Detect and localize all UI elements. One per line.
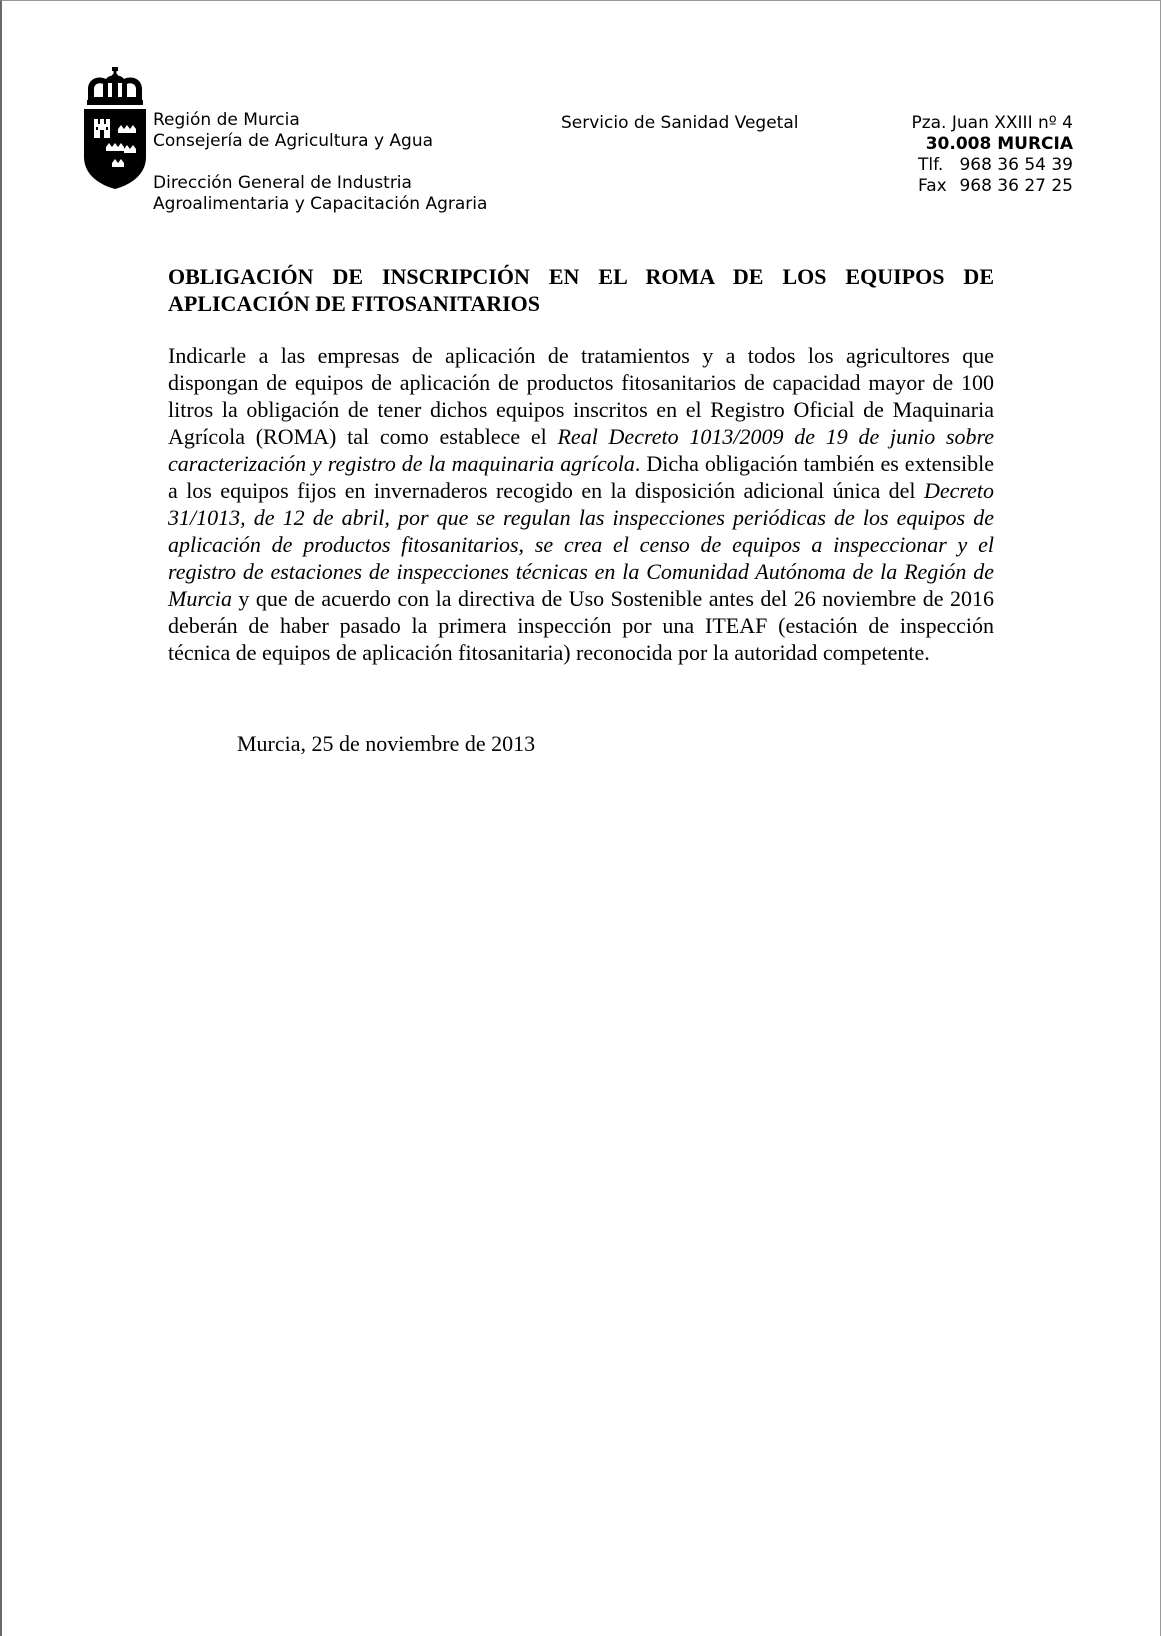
document-title: OBLIGACIÓN DE INSCRIPCIÓN EN EL ROMA DE LOS EQUIPOS DE APLICACIÓN DE FITOSANITARIOS bbox=[168, 264, 994, 316]
service-name: Servicio de Sanidad Vegetal bbox=[561, 113, 799, 133]
fax-number: 968 36 27 25 bbox=[959, 176, 1073, 196]
org-directorate-line2: Agroalimentaria y Capacitación Agraria bbox=[153, 194, 488, 214]
body-reference-decree: Decreto 31/1013, de 12 de abril, por que se regulan las inspecciones periódicas de los equipos de aplicación de productos fitosanitarios, se crea el censo de equipos a inspeccionar y el registro de estaciones de inspecciones técnicas en la Comunidad Autónoma de la Región de Murcia bbox=[168, 478, 994, 611]
phone-label: Tlf. bbox=[918, 155, 944, 175]
org-department: Consejería de Agricultura y Agua bbox=[153, 131, 434, 151]
org-spacer bbox=[153, 152, 487, 173]
body-text-part1: Indicarle a las empresas de aplicación de tratamientos y a todos los agricultores que dispongan de equipos de aplicación de productos fitosanitarios de capacidad mayor de 100 litros la obligación de tener dichos equipos inscritos en el Registro Oficial de Maquinaria Agrícola (ROMA) tal como establece el bbox=[168, 343, 994, 449]
address-fax bbox=[911, 176, 1073, 197]
body-reference-royal-decree: Real Decreto 1013/2009 de 19 de junio sobre caracterización y registro de la maquinaria agrícola bbox=[168, 424, 995, 476]
phone-number: 968 36 54 39 bbox=[959, 155, 1073, 175]
region-coat-of-arms-logo bbox=[84, 67, 146, 191]
address-phone bbox=[911, 155, 1073, 176]
address-city: 30.008 MURCIA bbox=[925, 134, 1073, 154]
org-directorate-line1: Dirección General de Industria bbox=[153, 173, 412, 193]
org-region: Región de Murcia bbox=[153, 110, 300, 130]
document-body-paragraph bbox=[168, 342, 994, 666]
address-street: Pza. Juan XXIII nº 4 bbox=[911, 113, 1073, 133]
address-block bbox=[911, 113, 1073, 197]
body-text-part3: y que de acuerdo con la directiva de Uso Sostenible antes del 26 noviembre de 2016 deberán de haber pasado la primera inspección por una ITEAF (estación de inspección técnica de equipos de aplicación fitosanitaria) reconocida por la autoridad competente. bbox=[168, 586, 994, 665]
fax-label: Fax bbox=[918, 176, 947, 196]
body-text-part2: . Dicha obligación también es extensible a los equipos fijos en invernaderos recogido en la disposición adicional única del bbox=[168, 451, 994, 503]
document-date: Murcia, 25 de noviembre de 2013 bbox=[237, 731, 536, 756]
organisation-block bbox=[153, 110, 487, 215]
